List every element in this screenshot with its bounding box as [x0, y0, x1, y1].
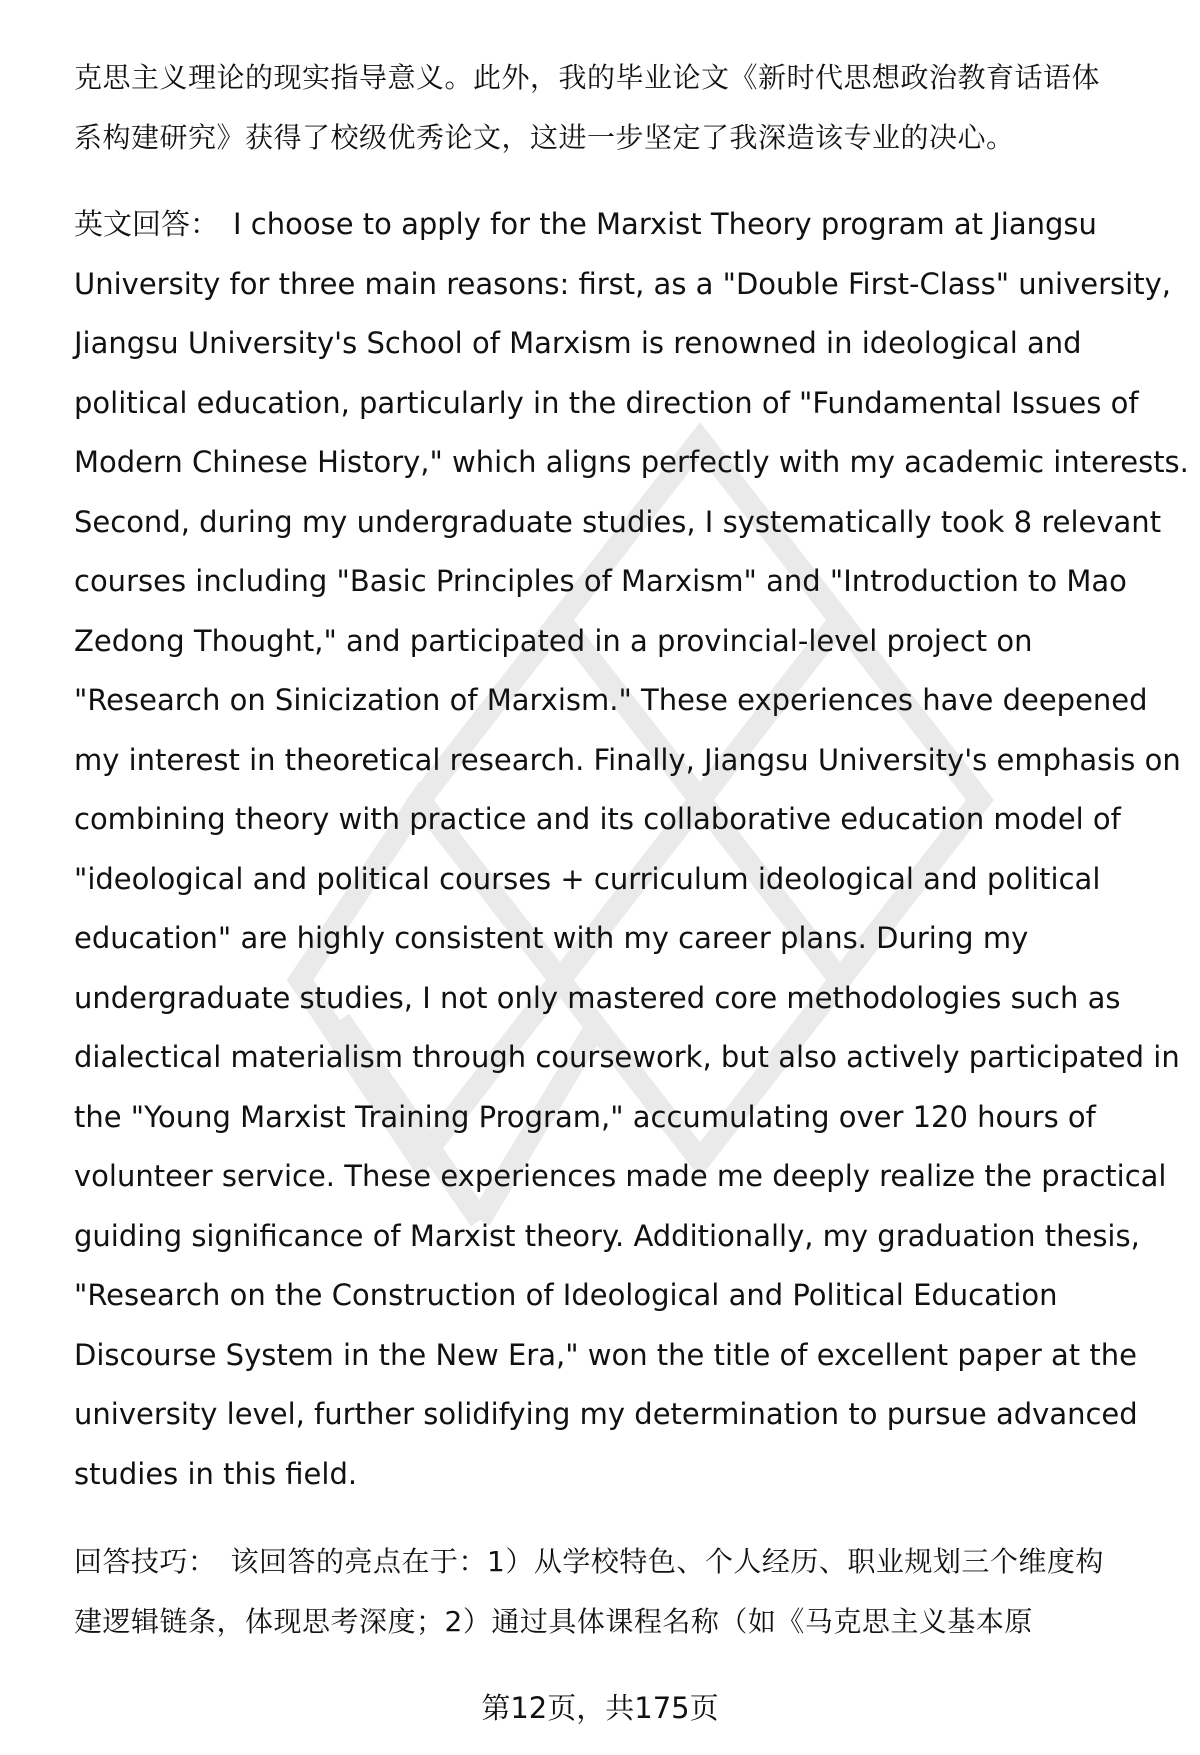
answer-tips-label: 回答技巧： — [74, 1545, 217, 1578]
text-segment: 该回答的亮点在于：1）从学校特色、个人经历、职业规划三个维度构 — [230, 1545, 1104, 1578]
text-line: Jiangsu University's School of Marxism is renowned in ideological and — [74, 326, 1082, 360]
text-line: "Research on Sinicization of Marxism." These experiences have deepened — [74, 683, 1148, 717]
text-line: dialectical materialism through coursework, but also actively participated in — [74, 1040, 1180, 1074]
text-line: university level, further solidifying my determination to pursue advanced — [74, 1397, 1138, 1431]
text-line: Zedong Thought," and participated in a provincial-level project on — [74, 623, 1033, 658]
text-line: education" are highly consistent with my career plans. During my — [74, 921, 1029, 955]
text-line: political education, particularly in the direction of "Fundamental Issues of — [74, 385, 1139, 420]
text-segment: I choose to apply for the Marxist Theory program at Jiangsu — [233, 207, 1097, 241]
text-line: my interest in theoretical research. Finally, Jiangsu University's emphasis on — [74, 742, 1181, 777]
text-line: 系构建研究》获得了校级优秀论文，这进一步坚定了我深造该专业的决心。 — [74, 120, 1015, 154]
text-line: Modern Chinese History," which aligns perfectly with my academic interests. — [74, 445, 1189, 479]
text-line: studies in this field. — [74, 1456, 358, 1491]
text-line: guiding significance of Marxist theory. Additionally, my graduation thesis, — [74, 1218, 1140, 1253]
text-line: University for three main reasons: first, as a "Double First-Class" university, — [74, 266, 1171, 301]
text-line — [74, 1532, 1164, 1592]
text-line: undergraduate studies, I not only mastered core methodologies such as — [74, 980, 1121, 1015]
text-line — [74, 195, 1164, 255]
text-line: combining theory with practice and its collaborative education model of — [74, 802, 1121, 836]
text-line: volunteer service. These experiences made me deeply realize the practical — [74, 1159, 1167, 1193]
paragraph-gap — [74, 1504, 1164, 1532]
text-line: "Research on the Construction of Ideological and Political Education — [74, 1278, 1058, 1312]
text-line: Discourse System in the New Era," won the title of excellent paper at the — [74, 1337, 1137, 1372]
text-line: the "Young Marxist Training Program," accumulating over 120 hours of — [74, 1099, 1096, 1134]
text-line: 建逻辑链条，体现思考深度；2）通过具体课程名称（如《马克思主义基本原 — [74, 1604, 1033, 1638]
english-answer-label: 英文回答： — [74, 207, 220, 241]
page-indicator: 第12页，共175页 — [481, 1691, 719, 1725]
text-line: "ideological and political courses + curriculum ideological and political — [74, 861, 1101, 896]
answer-tips-paragraph — [74, 1532, 1164, 1651]
text-line: 克思主义理论的现实指导意义。此外，我的毕业论文《新时代思想政治教育话语体 — [74, 61, 1101, 94]
intro-paragraph — [74, 48, 1164, 167]
text-line: Second, during my undergraduate studies, I systematically took 8 relevant — [74, 504, 1162, 539]
english-answer-paragraph — [74, 195, 1189, 1504]
document-page — [74, 48, 1189, 1651]
paragraph-gap — [74, 167, 1164, 195]
text-line: courses including "Basic Principles of Marxism" and "Introduction to Mao — [74, 564, 1127, 598]
